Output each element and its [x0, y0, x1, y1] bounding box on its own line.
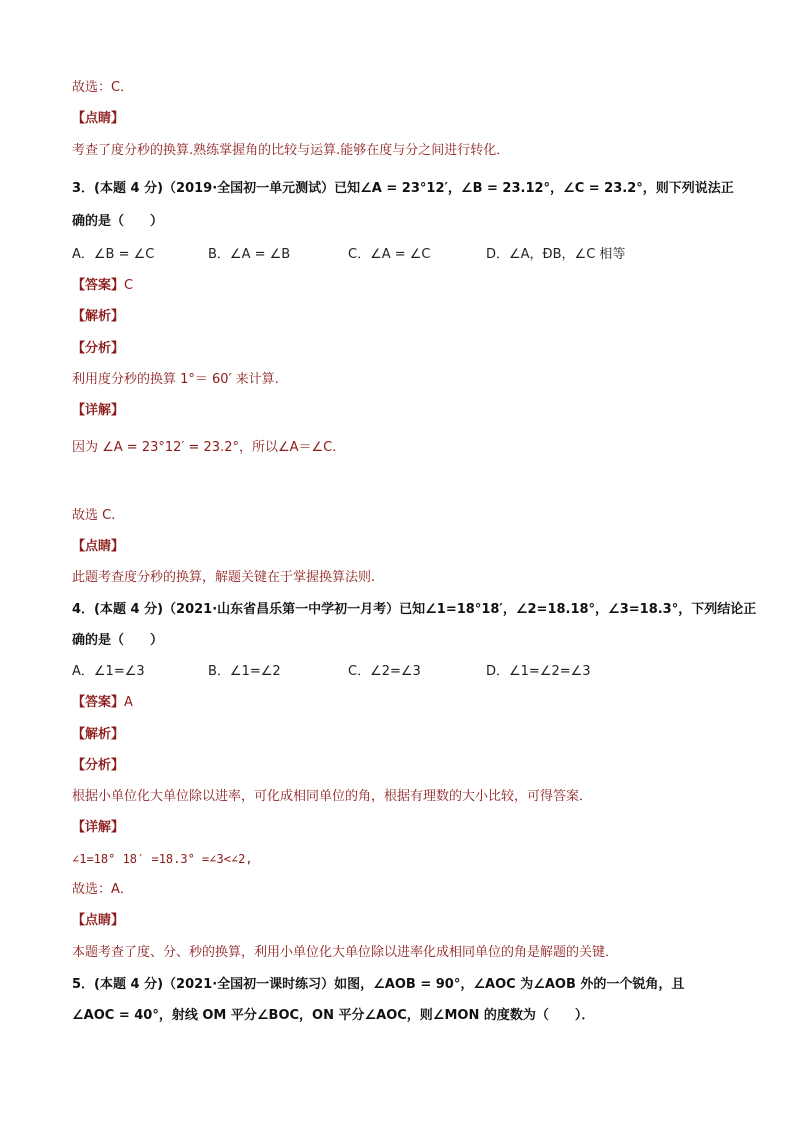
q3-fenxi-text: 利用度分秒的换算 1°＝ 60′ 来计算. [72, 372, 279, 387]
q3-stem-line2: 确的是（ ） [72, 214, 164, 229]
q2-dianjing-text: 考查了度分秒的换算.熟练掌握角的比较与运算.能够在度与分之间进行转化． [72, 143, 510, 158]
q4-xiangjie-tag: 【详解】 [72, 820, 125, 835]
q4-answer-value: A [124, 695, 133, 710]
q4-fenxi-text: 根据小单位化大单位除以进率，可化成相同单位的角，根据有理数的大小比较，可得答案． [72, 789, 593, 804]
q3-xiangjie-text-b: ∠A＝∠C. [277, 440, 337, 455]
q4-option-b: B．∠1=∠2 [208, 664, 281, 679]
q3-dianjing-text: 此题考查度分秒的换算，解题关键在于掌握换算法则. [72, 570, 376, 585]
q4-fenxi-tag: 【分析】 [72, 758, 125, 773]
q4-stem-line2: 确的是（ ） [72, 633, 164, 648]
q3-stem-line1: 3．(本题 4 分)（2019·全国初一单元测试）已知∠A = 23°12′，∠B = 23.12°，∠C = 23.2°，则下列说法正 [72, 181, 734, 196]
q3-answer-value: C [124, 278, 134, 293]
q4-jiexi-tag: 【解析】 [72, 727, 125, 742]
q4-choice: 故选：A． [72, 882, 133, 897]
q4-options [72, 663, 722, 681]
q3-option-c: C．∠A = ∠C [348, 247, 431, 262]
q4-stem-line1: 4．(本题 4 分)（2021·山东省昌乐第一中学初一月考）已知∠1=18°18′，∠2=18.18°，∠3=18.3°，下列结论正 [72, 602, 757, 617]
q3-xiangjie-tag: 【详解】 [72, 403, 125, 418]
q3-option-d: D．∠A，ÐB，∠C 相等 [486, 247, 626, 262]
q4-dianjing-text: 本题考查了度、分、秒的换算，利用小单位化大单位除以进率化成相同单位的角是解题的关键． [72, 945, 619, 960]
q4-option-d: D．∠1=∠2=∠3 [486, 664, 591, 679]
q5-stem-line1: 5．(本题 4 分)（2021·全国初一课时练习）如图，∠AOB = 90°，∠AOC 为∠AOB 外的一个锐角，且 [72, 977, 685, 992]
q3-jiexi-tag: 【解析】 [72, 309, 125, 324]
q4-dianjing-tag: 【点睛】 [72, 913, 125, 928]
q3-xiangjie-text-a: 因为 ∠A = 23°12′ = 23.2°，所以 [72, 440, 278, 455]
q4-answer-tag: 【答案】 [72, 695, 125, 710]
q2-dianjing-tag: 【点睛】 [72, 111, 125, 126]
q5-stem-line2: ∠AOC = 40°，射线 OM 平分∠BOC，ON 平分∠AOC，则∠MON 的度数为（ ）． [72, 1008, 595, 1023]
q4-xiangjie-text: ∠1=18° 18′ =18.3° =∠3<∠2, [72, 852, 253, 866]
q3-answer-tag: 【答案】 [72, 278, 125, 293]
q3-dianjing-tag: 【点睛】 [72, 539, 125, 554]
q3-choice: 故选 C. [72, 508, 116, 523]
q3-answer [72, 277, 133, 295]
q4-option-a: A．∠1=∠3 [72, 664, 145, 679]
q4-option-c: C．∠2=∠3 [348, 664, 421, 679]
q3-option-b: B．∠A = ∠B [208, 247, 291, 262]
q3-options [72, 246, 722, 264]
q2-choice: 故选：C． [72, 80, 134, 95]
q3-fenxi-tag: 【分析】 [72, 341, 125, 356]
q4-answer [72, 694, 133, 712]
q3-xiangjie-text [72, 439, 336, 457]
q3-option-a: A．∠B = ∠C [72, 247, 155, 262]
